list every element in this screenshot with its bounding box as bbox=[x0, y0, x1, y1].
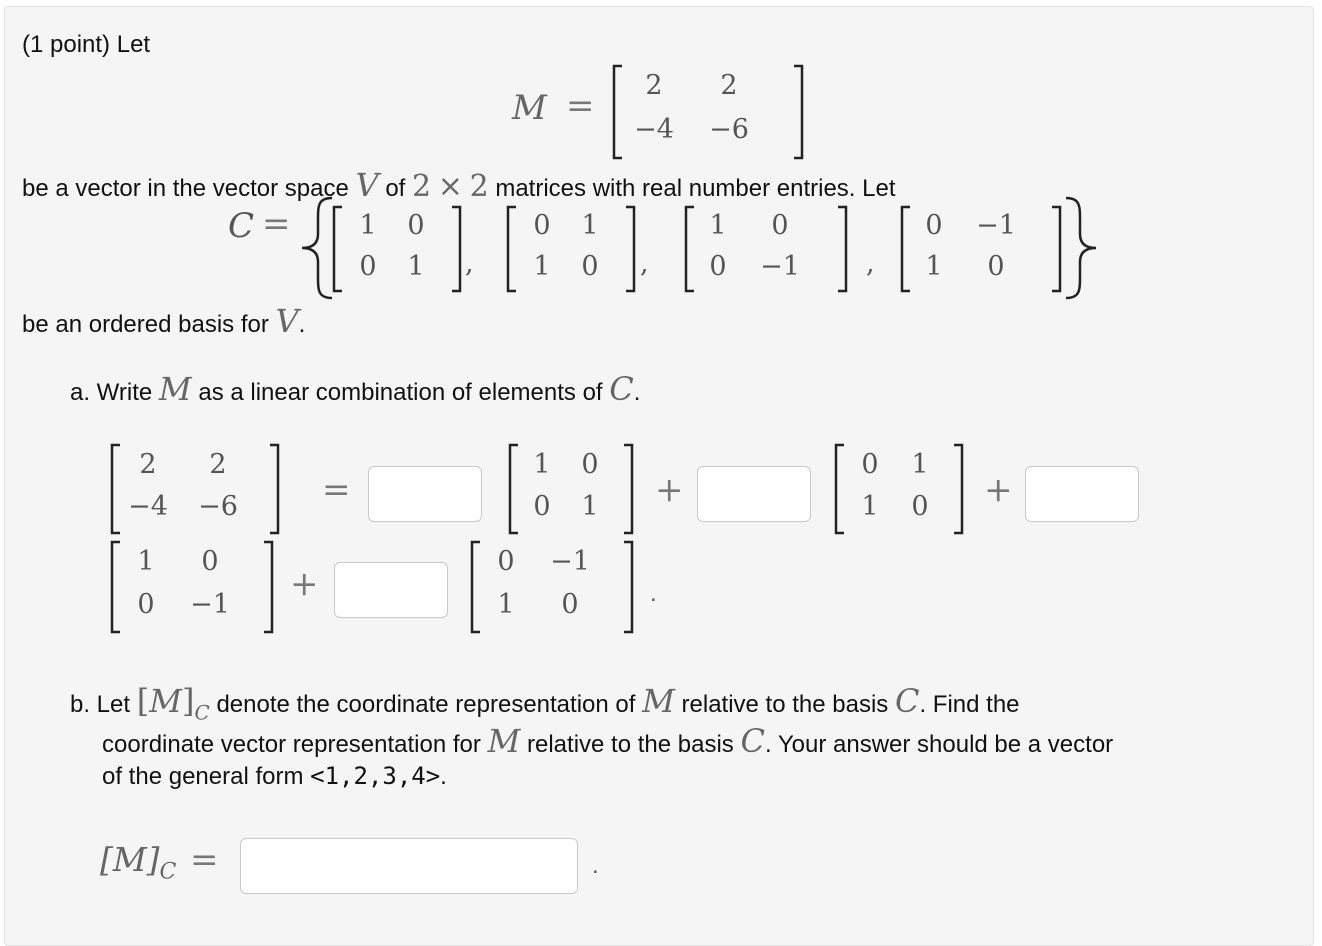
matrix-entry: −1 bbox=[760, 250, 800, 282]
matrix-entry: 1 bbox=[497, 588, 515, 620]
coord-notation: $[M]_C$ bbox=[136, 682, 210, 725]
matrix-entry: 0 bbox=[911, 490, 929, 522]
comma-2: , bbox=[640, 248, 649, 279]
matrix-entry: 2 bbox=[645, 69, 663, 101]
matrix-entry: 0 bbox=[359, 250, 377, 282]
matrix-entry: 0 bbox=[581, 250, 599, 282]
answer-period: . bbox=[592, 852, 599, 879]
matrix-entry: −6 bbox=[198, 490, 238, 522]
coef-input-4[interactable] bbox=[334, 562, 448, 618]
matrix-entry: 1 bbox=[581, 490, 599, 522]
matrix-entry: 0 bbox=[407, 210, 425, 242]
matrix-entry: 2 bbox=[720, 69, 738, 101]
matrix-entry: 0 bbox=[497, 545, 515, 577]
matrix-entry: −4 bbox=[634, 113, 674, 145]
matrix-entry: −1 bbox=[976, 210, 1016, 242]
comma-3: , bbox=[866, 248, 875, 279]
part-a-basis-4 bbox=[470, 540, 634, 634]
example-vector: <1,2,3,4> bbox=[310, 762, 441, 790]
part-a-basis-1 bbox=[508, 443, 634, 535]
matrix-entry: 1 bbox=[407, 250, 425, 282]
basis-matrix-1 bbox=[332, 205, 462, 293]
matrix-entry: 0 bbox=[581, 448, 599, 480]
part-a-basis-3 bbox=[110, 540, 274, 634]
matrix-entry: 2 bbox=[209, 448, 227, 480]
matrix-m-name: M bbox=[512, 88, 547, 128]
space-v: V bbox=[355, 166, 379, 204]
basis-matrix-4 bbox=[900, 205, 1062, 293]
part-a-period: . bbox=[650, 580, 657, 607]
matrix-entry: 0 bbox=[201, 545, 219, 577]
matrix-entry: 1 bbox=[861, 490, 879, 522]
basis-sentence: be an ordered basis for V. bbox=[22, 302, 306, 340]
matrix-entry: −1 bbox=[550, 545, 590, 577]
coef-input-2[interactable] bbox=[697, 466, 811, 522]
matrix-entry: 0 bbox=[137, 588, 155, 620]
problem-header bbox=[22, 31, 150, 59]
matrix-entry: 0 bbox=[861, 448, 879, 480]
plus-2: + bbox=[984, 470, 1013, 510]
part-a-equals: = bbox=[322, 470, 351, 510]
matrix-entry: −1 bbox=[190, 588, 230, 620]
part-a-matrix-m bbox=[110, 443, 280, 535]
basis-c-name: C bbox=[228, 206, 255, 246]
part-a-basis-2 bbox=[834, 443, 964, 535]
basis-matrix-3 bbox=[684, 205, 848, 293]
basis-equals: = bbox=[262, 204, 291, 244]
matrix-entry: −6 bbox=[709, 113, 749, 145]
part-b-line-3: of the general form <1,2,3,4>. bbox=[102, 762, 447, 790]
matrix-entry: 1 bbox=[911, 448, 929, 480]
vector-space-sentence: be a vector in the vector space V of 2 × 2 matrices with real number entries. Let bbox=[22, 166, 896, 204]
matrix-entry: 0 bbox=[709, 250, 727, 282]
answer-label: $[M]_C$ bbox=[100, 840, 177, 885]
matrix-entry: 0 bbox=[925, 210, 943, 242]
coordinate-vector-input[interactable] bbox=[240, 838, 578, 894]
comma-1: , bbox=[465, 248, 474, 279]
matrix-entry: 1 bbox=[533, 448, 551, 480]
matrix-entry: 0 bbox=[771, 210, 789, 242]
matrix-entry: 1 bbox=[359, 210, 377, 242]
points-label: (1 point) bbox=[22, 31, 111, 58]
matrix-entry: −4 bbox=[128, 490, 168, 522]
plus-3: + bbox=[290, 564, 319, 604]
matrix-entry: 0 bbox=[987, 250, 1005, 282]
matrix-entry: 1 bbox=[581, 210, 599, 242]
part-b-line-1: b. Let $[M]_C$ denote the coordinate representation of M relative to the basis C. Find the bbox=[70, 682, 1020, 725]
matrix-entry: 0 bbox=[561, 588, 579, 620]
matrix-entry: 1 bbox=[709, 210, 727, 242]
right-brace bbox=[1060, 196, 1100, 300]
coef-input-1[interactable] bbox=[368, 466, 482, 522]
matrix-entry: 0 bbox=[533, 490, 551, 522]
matrix-entry: 1 bbox=[925, 250, 943, 282]
matrix-m bbox=[612, 64, 804, 160]
answer-equals: = bbox=[190, 840, 219, 880]
let-word: Let bbox=[116, 31, 151, 58]
matrix-m-equals: = bbox=[566, 86, 595, 126]
part-b-line-2: coordinate vector representation for M relative to the basis C. Your answer should be a vector bbox=[102, 722, 1114, 760]
matrix-entry: 0 bbox=[533, 210, 551, 242]
matrix-entry: 2 bbox=[139, 448, 157, 480]
matrix-entry: 1 bbox=[137, 545, 155, 577]
basis-matrix-2 bbox=[506, 205, 636, 293]
coef-input-3[interactable] bbox=[1025, 466, 1139, 522]
part-a-prompt: a. Write M as a linear combination of elements of C. bbox=[70, 370, 641, 408]
matrix-entry: 1 bbox=[533, 250, 551, 282]
plus-1: + bbox=[655, 470, 684, 510]
